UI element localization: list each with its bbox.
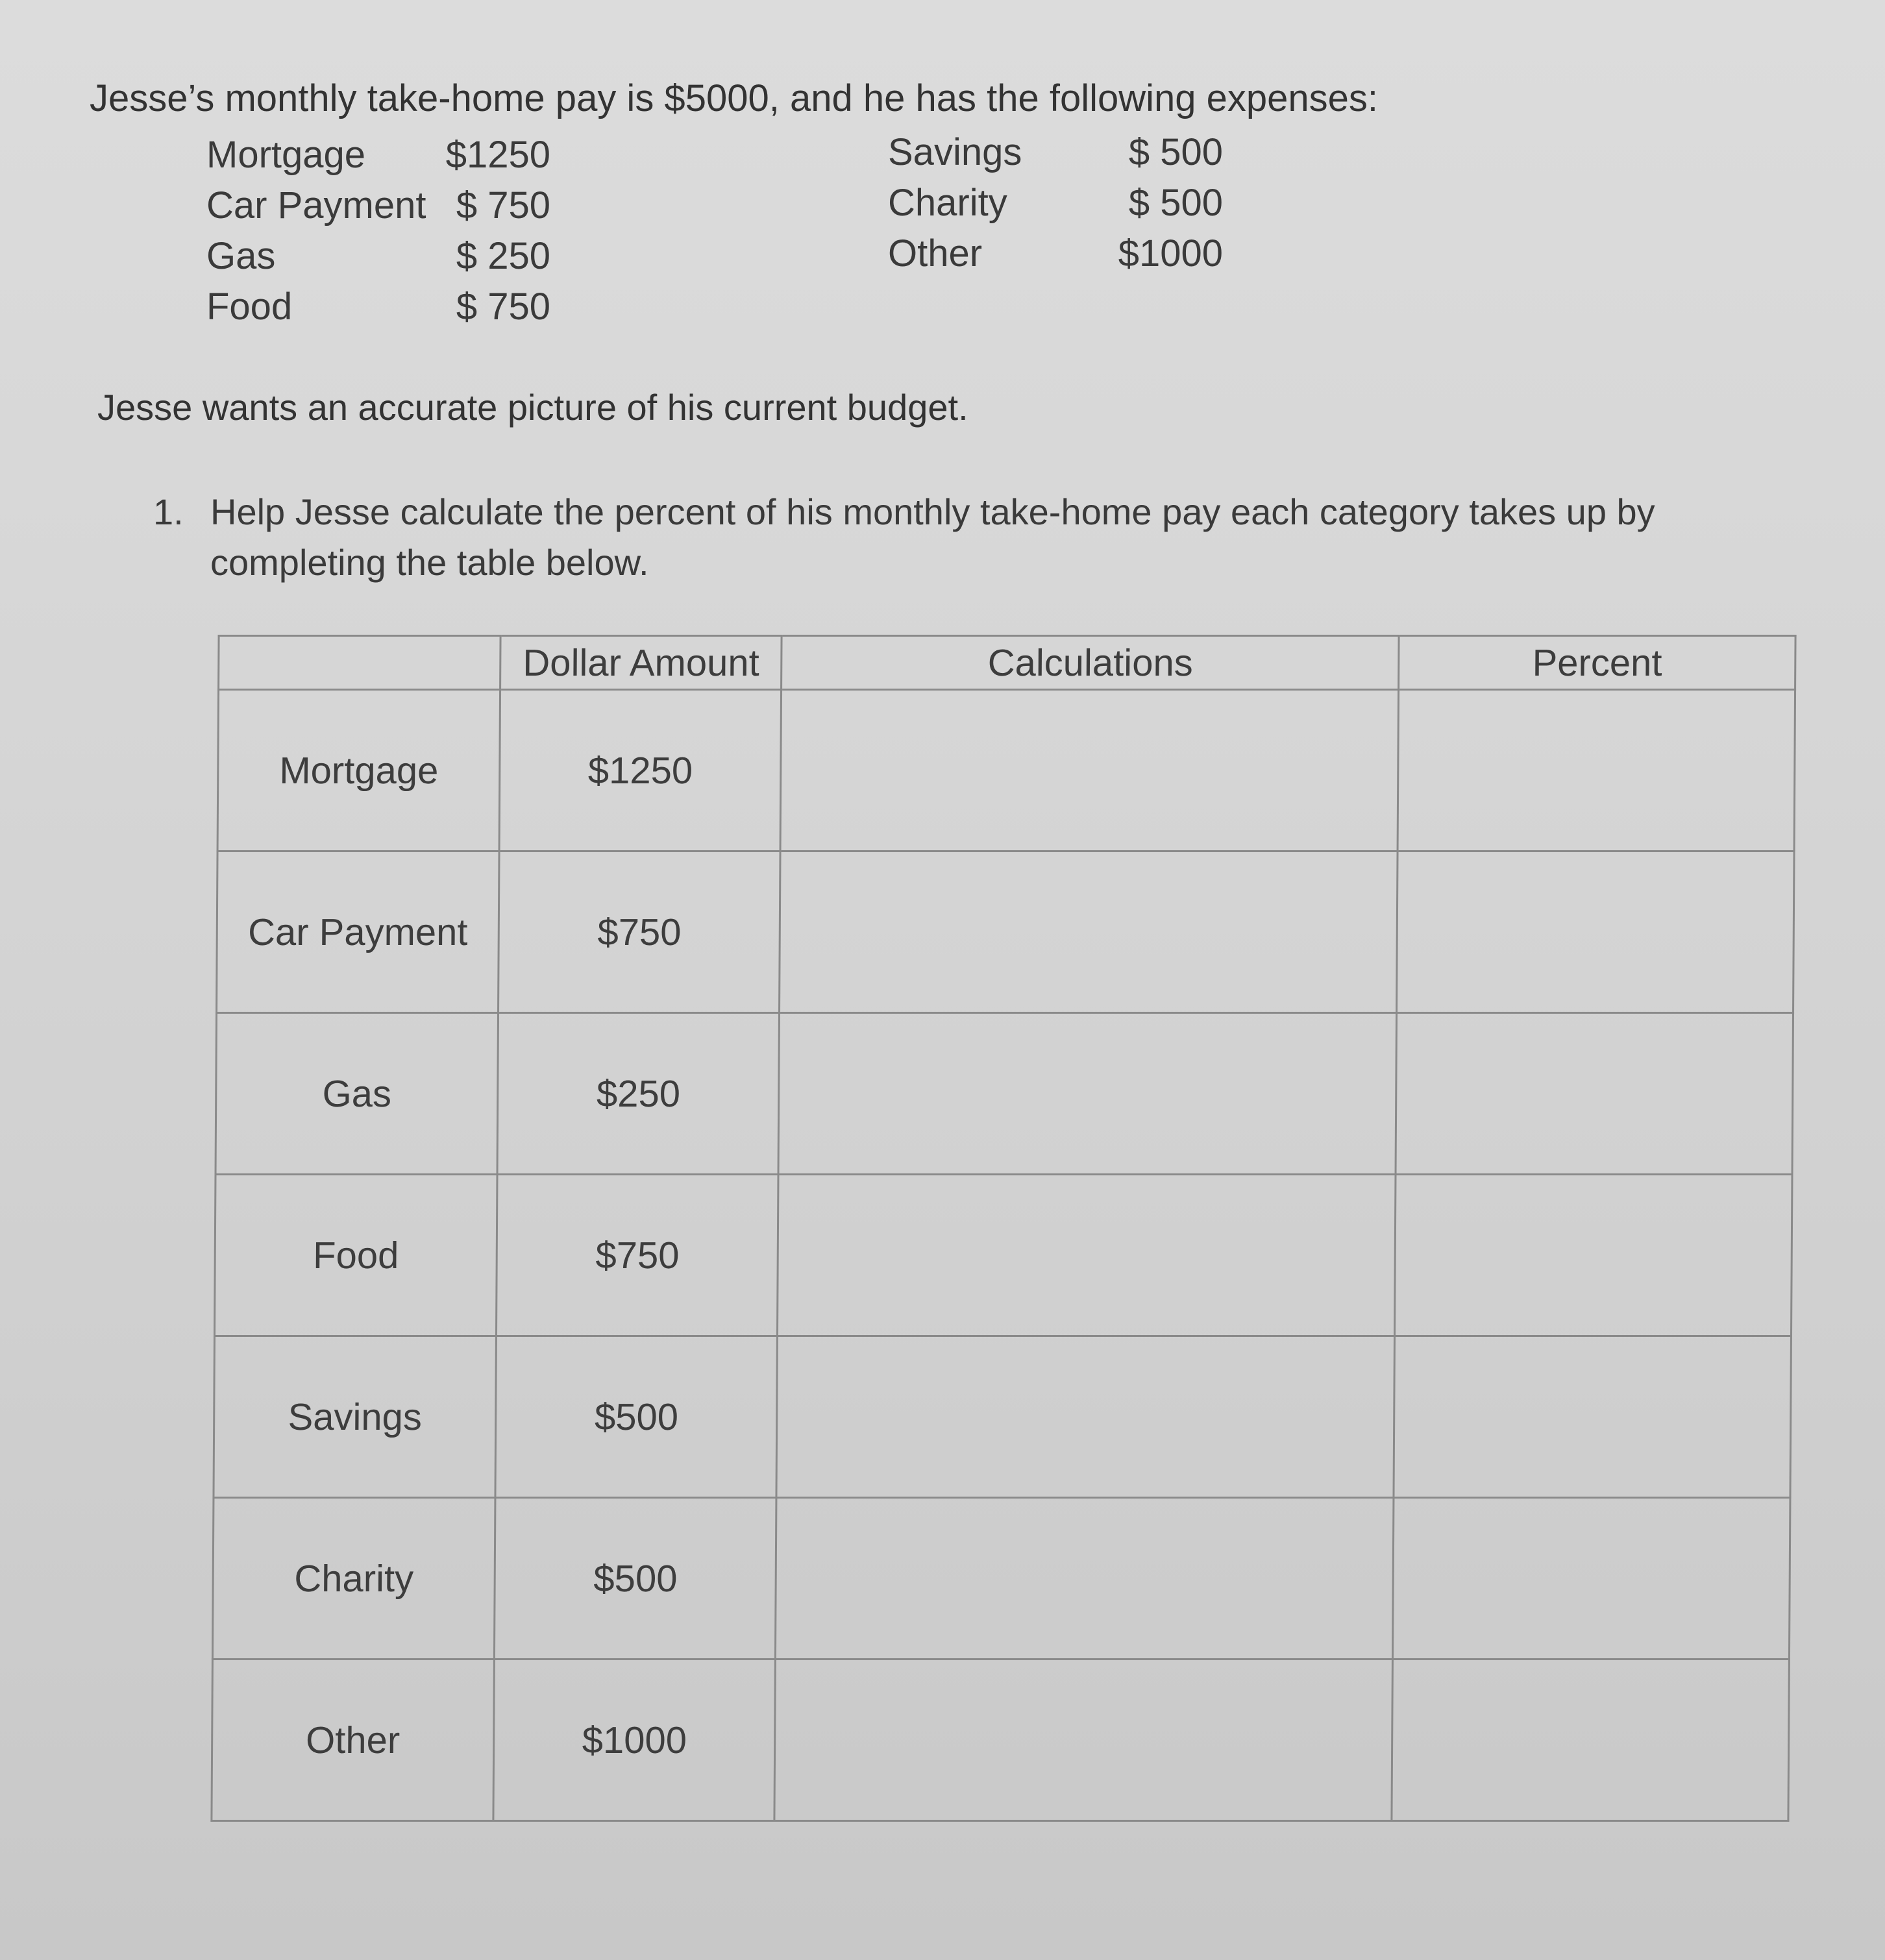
table-header-row <box>219 636 1796 690</box>
table-row <box>216 1013 1793 1175</box>
calculation-cell[interactable] <box>774 1660 1393 1821</box>
calculation-cell[interactable] <box>780 851 1398 1013</box>
expense-amount: $ 750 <box>456 184 550 227</box>
expense-name: Other <box>888 232 983 275</box>
expense-amount: $ 750 <box>456 286 550 328</box>
budget-statement: Jesse wants an accurate picture of his current budget. <box>97 387 968 428</box>
category-cell: Mortgage <box>217 690 500 851</box>
expense-row <box>888 178 1223 228</box>
expenses-left-column <box>206 130 550 332</box>
header-calculations: Calculations <box>782 636 1399 690</box>
expense-row <box>206 130 550 180</box>
expense-row <box>888 228 1223 279</box>
expense-row <box>206 180 550 231</box>
percent-cell[interactable] <box>1394 1336 1791 1498</box>
category-cell: Charity <box>212 1498 495 1660</box>
expense-amount: $ 500 <box>1128 131 1223 173</box>
amount-cell: $500 <box>495 1498 777 1660</box>
table-row <box>214 1336 1792 1498</box>
header-percent: Percent <box>1399 636 1795 690</box>
expense-row <box>206 231 550 282</box>
intro-text: Jesse’s monthly take-home pay is $5000, and he has the following expenses: <box>90 77 1379 119</box>
expense-row <box>888 127 1223 178</box>
calculation-cell[interactable] <box>780 690 1399 851</box>
expenses-right-column <box>888 127 1223 279</box>
expense-name: Charity <box>888 182 1007 224</box>
header-dollar-amount: Dollar Amount <box>500 636 782 690</box>
expense-amount: $ 250 <box>456 235 550 277</box>
amount-cell: $750 <box>499 851 781 1013</box>
percent-cell[interactable] <box>1397 851 1794 1013</box>
amount-cell: $250 <box>497 1013 780 1175</box>
expense-name: Mortgage <box>206 134 366 176</box>
expense-amount: $1000 <box>1118 232 1223 275</box>
table-row <box>212 1660 1790 1821</box>
table-row <box>214 1175 1792 1336</box>
calculation-cell[interactable] <box>778 1013 1397 1175</box>
expense-row <box>206 282 550 332</box>
header-category <box>219 636 501 690</box>
expense-name: Gas <box>206 235 276 277</box>
expense-amount: $1250 <box>445 134 550 176</box>
calculation-cell[interactable] <box>776 1336 1395 1498</box>
category-cell: Food <box>214 1175 497 1336</box>
calculation-cell[interactable] <box>776 1498 1394 1660</box>
expense-amount: $ 500 <box>1128 182 1223 224</box>
amount-cell: $500 <box>495 1336 778 1498</box>
table-row <box>217 690 1795 851</box>
category-cell: Other <box>212 1660 495 1821</box>
expense-name: Savings <box>888 131 1022 173</box>
amount-cell: $1250 <box>499 690 782 851</box>
category-cell: Savings <box>214 1336 497 1498</box>
category-cell: Car Payment <box>217 851 500 1013</box>
question-text: Help Jesse calculate the percent of his monthly take-home pay each category takes up by completing the table below. <box>210 491 1655 583</box>
expense-name: Car Payment <box>206 184 426 227</box>
category-cell: Gas <box>216 1013 499 1175</box>
calculation-cell[interactable] <box>778 1175 1396 1336</box>
expense-name: Food <box>206 286 293 328</box>
percent-cell[interactable] <box>1398 690 1795 851</box>
amount-cell: $750 <box>497 1175 779 1336</box>
percent-cell[interactable] <box>1393 1498 1790 1660</box>
percent-cell[interactable] <box>1392 1660 1789 1821</box>
budget-table <box>210 635 1796 1822</box>
table-row <box>212 1498 1790 1660</box>
question-number: 1. <box>153 491 184 532</box>
percent-cell[interactable] <box>1395 1175 1792 1336</box>
table-row <box>217 851 1795 1013</box>
percent-cell[interactable] <box>1396 1013 1793 1175</box>
amount-cell: $1000 <box>493 1660 776 1821</box>
